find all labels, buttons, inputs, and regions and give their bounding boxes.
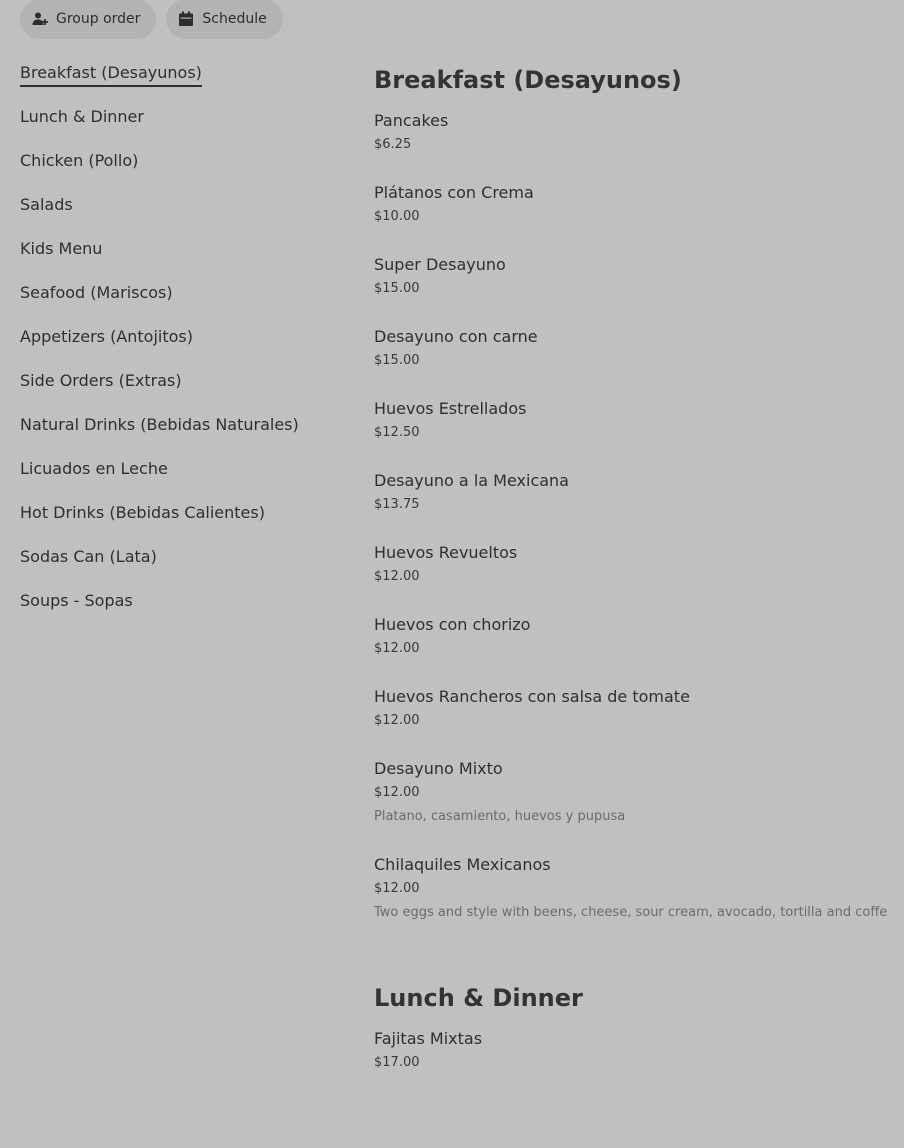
menu-content [374,60,888,1100]
menu-item-price: $6.25 [374,137,412,152]
menu-item-name: Chilaquiles Mexicanos [374,855,551,874]
sidebar-item-label: Licuados en Leche [20,459,168,478]
sidebar-item-label: Sodas Can (Lata) [20,547,157,566]
menu-item-price: $15.00 [374,281,420,296]
menu-item[interactable] [374,182,884,227]
person-add-icon [32,11,48,27]
sidebar-item-seafood[interactable] [20,280,340,324]
section-title: Breakfast (Desayunos) [374,66,682,94]
menu-item-name: Desayuno Mixto [374,759,503,778]
menu-item-price: $10.00 [374,209,420,224]
section-breakfast [374,64,888,923]
menu-item-name: Desayuno con carne [374,327,538,346]
sidebar-item-label: Natural Drinks (Bebidas Naturales) [20,415,299,434]
top-toolbar [20,0,283,39]
menu-item[interactable] [374,326,884,371]
menu-item[interactable] [374,614,884,659]
sidebar-item-label: Soups - Sopas [20,591,133,610]
sidebar-item-sodas[interactable] [20,544,340,588]
sidebar-item-breakfast[interactable] [20,60,340,104]
sidebar-item-licuados[interactable] [20,456,340,500]
group-order-button[interactable] [20,0,156,39]
sidebar-item-label: Side Orders (Extras) [20,371,182,390]
sidebar-item-label: Hot Drinks (Bebidas Calientes) [20,503,265,522]
menu-item-name: Plátanos con Crema [374,183,534,202]
menu-item[interactable] [374,110,884,155]
menu-item-price: $15.00 [374,353,420,368]
menu-item-description: Two eggs and style with beens, cheese, sour cream, avocado, tortilla and coffe [374,905,888,920]
menu-item-price: $12.00 [374,569,420,584]
menu-item-name: Desayuno a la Mexicana [374,471,569,490]
sidebar-item-label: Chicken (Pollo) [20,151,139,170]
menu-item-price: $17.00 [374,1055,420,1070]
menu-item[interactable] [374,398,884,443]
menu-item-name: Pancakes [374,111,449,130]
category-sidebar [20,60,340,632]
menu-item-price: $12.00 [374,881,420,896]
sidebar-item-side-orders[interactable] [20,368,340,412]
menu-item-description: Platano, casamiento, huevos y pupusa [374,809,626,824]
sidebar-item-natural-drinks[interactable] [20,412,340,456]
calendar-icon [178,11,194,27]
section-lunch-dinner [374,982,884,1073]
menu-item-price: $12.50 [374,425,420,440]
section-title: Lunch & Dinner [374,984,583,1012]
sidebar-item-kids-menu[interactable] [20,236,340,280]
menu-item[interactable] [374,542,884,587]
section-spacer [374,950,884,978]
menu-item[interactable] [374,686,884,731]
menu-item[interactable] [374,758,884,827]
sidebar-item-label: Breakfast (Desayunos) [20,61,202,87]
menu-item-name: Huevos con chorizo [374,615,531,634]
group-order-label: Group order [56,11,141,27]
menu-item[interactable] [374,1028,884,1073]
menu-item-price: $12.00 [374,713,420,728]
sidebar-item-salads[interactable] [20,192,340,236]
sidebar-item-chicken[interactable] [20,148,340,192]
sidebar-item-appetizers[interactable] [20,324,340,368]
menu-item-price: $12.00 [374,785,420,800]
menu-item-name: Huevos Revueltos [374,543,518,562]
sidebar-item-hot-drinks[interactable] [20,500,340,544]
menu-item-price: $12.00 [374,641,420,656]
sidebar-item-label: Lunch & Dinner [20,107,144,126]
menu-item[interactable] [374,470,884,515]
sidebar-item-label: Seafood (Mariscos) [20,283,173,302]
menu-item[interactable] [374,854,888,923]
menu-item-name: Huevos Rancheros con salsa de tomate [374,687,690,706]
schedule-button[interactable] [166,0,282,39]
sidebar-item-soups[interactable] [20,588,340,632]
menu-item-name: Fajitas Mixtas [374,1029,483,1048]
menu-item-name: Super Desayuno [374,255,506,274]
menu-item-name: Huevos Estrellados [374,399,527,418]
sidebar-item-lunch-dinner[interactable] [20,104,340,148]
schedule-label: Schedule [202,11,267,27]
menu-item-price: $13.75 [374,497,420,512]
sidebar-item-label: Appetizers (Antojitos) [20,327,193,346]
sidebar-item-label: Kids Menu [20,239,103,258]
sidebar-item-label: Salads [20,195,73,214]
menu-item[interactable] [374,254,884,299]
